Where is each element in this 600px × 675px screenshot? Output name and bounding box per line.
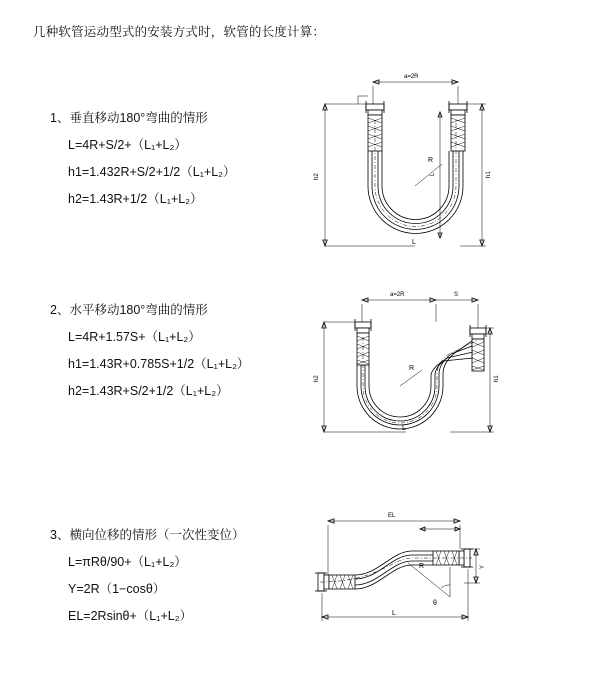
svg-text:θ: θ bbox=[433, 600, 437, 607]
svg-text:L: L bbox=[392, 610, 396, 617]
svg-text:a=2R: a=2R bbox=[404, 74, 419, 80]
section-1-text bbox=[50, 108, 310, 216]
svg-text:h2: h2 bbox=[314, 173, 320, 180]
svg-text:EL: EL bbox=[388, 513, 396, 519]
section-2-formula-3: h2=1.43R+S/2+1/2（L₁+L₂） bbox=[68, 384, 229, 398]
section-3-formula-1: L=πRθ/90+（L₁+L₂） bbox=[68, 555, 187, 569]
svg-text:h1: h1 bbox=[494, 375, 500, 382]
page-title: 几种软管运动型式的安装方式时，软管的长度计算： bbox=[33, 25, 326, 39]
svg-text:Y: Y bbox=[480, 564, 486, 569]
section-2-formula-2: h1=1.43R+0.785S+1/2（L₁+L₂） bbox=[68, 357, 250, 371]
svg-text:R: R bbox=[428, 157, 434, 164]
svg-text:L: L bbox=[412, 239, 416, 246]
section-3-formula-3: EL=2Rsinθ+（L₁+L₂） bbox=[68, 609, 193, 623]
svg-text:R: R bbox=[419, 563, 425, 570]
figure-3-lateral-offset bbox=[300, 505, 490, 635]
figure-2-horizontal-180 bbox=[310, 282, 500, 462]
svg-text:L: L bbox=[402, 425, 406, 432]
svg-text:h1: h1 bbox=[486, 171, 492, 178]
section-3-title: 3、横向位移的情形（一次性变位） bbox=[50, 528, 245, 542]
figure-1-vertical-180 bbox=[310, 60, 500, 270]
svg-text:S: S bbox=[454, 292, 459, 298]
svg-text:L: L bbox=[430, 172, 436, 176]
section-2-formula-1: L=4R+1.57S+（L₁+L₂） bbox=[68, 330, 201, 344]
section-2-title: 2、水平移动180°弯曲的情形 bbox=[50, 303, 208, 317]
section-3-text bbox=[50, 525, 310, 633]
svg-text:a=2R: a=2R bbox=[390, 292, 405, 298]
section-2-text bbox=[50, 300, 310, 408]
section-1-title: 1、垂直移动180°弯曲的情形 bbox=[50, 111, 208, 125]
section-3-formula-2: Y=2R（1−cosθ） bbox=[68, 582, 166, 596]
section-1-formula-1: L=4R+S/2+（L₁+L₂） bbox=[68, 138, 187, 152]
section-1-formula-3: h2=1.43R+1/2（L₁+L₂） bbox=[68, 192, 203, 206]
svg-text:R: R bbox=[409, 365, 415, 372]
svg-text:h2: h2 bbox=[314, 375, 320, 382]
section-1-formula-2: h1=1.432R+S/2+1/2（L₁+L₂） bbox=[68, 165, 236, 179]
